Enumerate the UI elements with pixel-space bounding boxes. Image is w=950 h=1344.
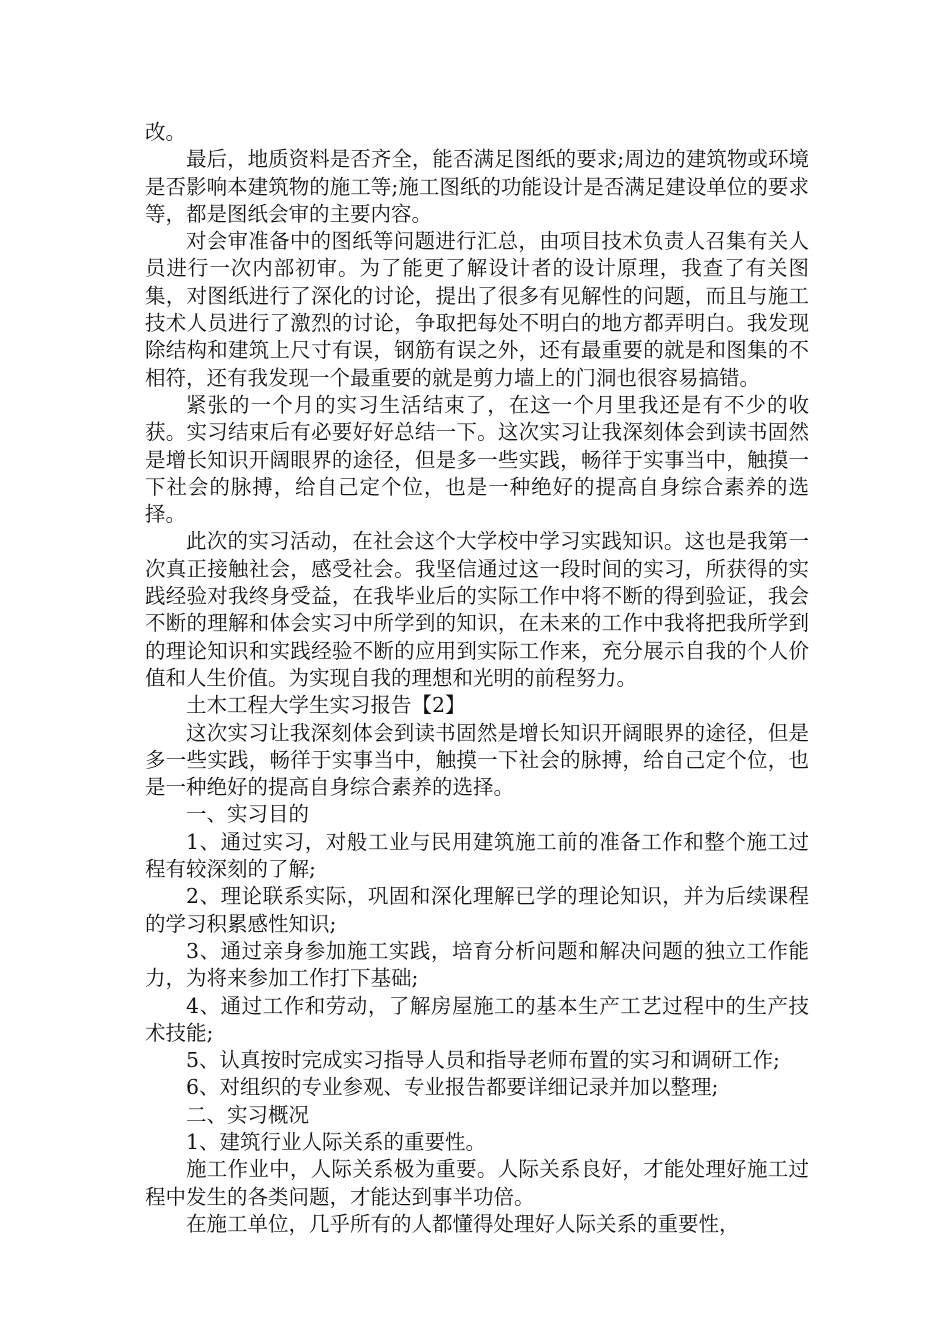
paragraph-1: 改。 xyxy=(145,120,186,144)
paragraph-5: 此次的实习活动，在社会这个大学校中学习实践知识。这也是我第一次真正接触社会，感受社会。我坚信通过这一段时间的实习，所获得的实践经验对我终身受益，在我毕业后的实际工作中将不断的得到验证，我会不断的理解和体会实习中所学到的知识，在未来的工作中我将把我所学到的理论知识和实践经验不断的应用到实际工作来，充分展示自我的个人价值和人生价值。为实现自我的理想和光明的前程努力。 xyxy=(145,529,809,690)
paragraph-3: 对会审准备中的图纸等问题进行汇总，由项目技术负责人召集有关人员进行一次内部初审。为了能更了解设计者的设计原理，我查了有关图集，对图纸进行了深化的讨论，提出了很多有见解性的问题，而且与施工技术人员进行了激烈的讨论，争取把每处不明白的地方都弄明白。我发现除结构和建筑上尺寸有误，钢筋有误之外，还有最重要的就是和图集的不相符，还有我发现一个最重要的就是剪力墙上的门洞也很容易搞错。 xyxy=(145,229,809,390)
paragraph-2: 最后，地质资料是否齐全，能否满足图纸的要求;周边的建筑物或环境是否影响本建筑物的施工等;施工图纸的功能设计是否满足建设单位的要求等，都是图纸会审的主要内容。 xyxy=(145,147,809,226)
paragraph-18: 在施工单位，几乎所有的人都懂得处理好人际关系的重要性， xyxy=(186,1211,740,1236)
list-item-5: 5、认真按时完成实习指导人员和指导老师布置的实习和调研工作; xyxy=(186,1048,780,1073)
list-item-6: 6、对组织的专业参观、专业报告都要详细记录并加以整理; xyxy=(186,1075,719,1100)
section-heading-report-2: 土木工程大学生实习报告【2】 xyxy=(186,693,466,718)
paragraph-7: 这次实习让我深刻体会到读书固然是增长知识开阔眼界的途径，但是多一些实践，畅徉于实事当中，触摸一下社会的脉搏，给自己定个位，也是一种绝好的提高自身综合素养的选择。 xyxy=(145,720,809,800)
list-item-3: 3、通过亲身参加施工实践，培育分析问题和解决问题的独立工作能力，为将来参加工作打下基础; xyxy=(145,938,809,991)
list-item-4: 4、通过工作和劳动，了解房屋施工的基本生产工艺过程中的生产技术技能; xyxy=(145,993,809,1045)
document-body xyxy=(145,119,809,1238)
paragraph-17: 施工作业中，人际关系极为重要。人际关系良好，才能处理好施工过程中发生的各类问题，才能达到事半功倍。 xyxy=(145,1157,809,1209)
section-heading-purpose: 一、实习目的 xyxy=(186,802,309,827)
list-item-1: 1、通过实习，对般工业与民用建筑施工前的准备工作和整个施工过程有较深刻的了解; xyxy=(145,829,809,882)
subheading-relationships: 1、建筑行业人际关系的重要性。 xyxy=(186,1129,487,1154)
paragraph-4: 紧张的一个月的实习生活结束了，在这一个月里我还是有不少的收获。实习结束后有必要好好总结一下。这次实习让我深刻体会到读书固然是增长知识开阔眼界的途径，但是多一些实践，畅徉于实事当中，触摸一下社会的脉搏，给自己定个位，也是一种绝好的提高自身综合素养的选择。 xyxy=(145,392,809,527)
section-heading-overview: 二、实习概况 xyxy=(186,1102,309,1127)
list-item-2: 2、理论联系实际，巩固和深化理解已学的理论知识，并为后续课程的学习积累感性知识; xyxy=(145,884,809,936)
